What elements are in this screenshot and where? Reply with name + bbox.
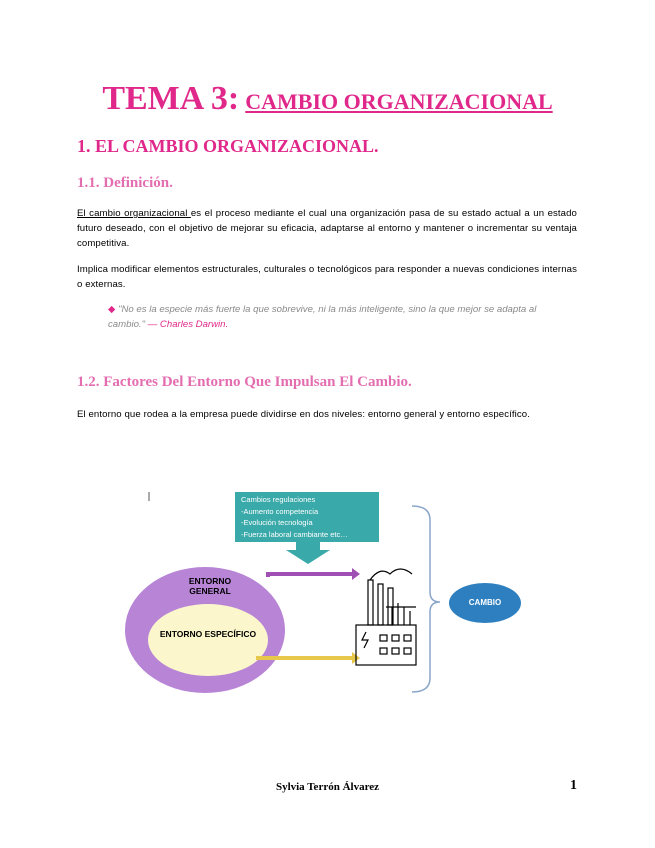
definition-text: es el proceso mediante el cual una organización pasa de su estado actual a un estado futuro deseado, con el objetivo de mejorar su eficacia, adaptarse al entorno y mantener o incrementar su ventaja competitiva. [77, 208, 577, 249]
footer-author: Sylvia Terrón Álvarez [275, 781, 380, 793]
environment-paragraph: El entorno que rodea a la empresa puede dividirse en dos niveles: entorno general y entorno específico. [77, 409, 530, 420]
section-1-2-heading: 1.2. Factores Del Entorno Que Impulsan El Cambio. [77, 374, 412, 390]
outer-label-line-2: GENERAL [189, 586, 231, 596]
factor-line: -Evolución tecnología [241, 518, 313, 527]
title-main: TEMA 3: [102, 80, 240, 117]
factor-line: -Aumento competencia [241, 506, 319, 516]
darwin-quote [108, 302, 568, 332]
implication-paragraph: Implica modificar elementos estructurales, culturales o tecnológicos para responder a nuevas condiciones internas o externas. [77, 264, 577, 290]
cambio-label: CAMBIO [468, 598, 502, 607]
definition-paragraph [77, 206, 577, 251]
title-sub: CAMBIO ORGANIZACIONAL [245, 89, 553, 114]
factor-line: -Fuerza laboral cambiante etc… [241, 529, 348, 539]
outer-label [170, 576, 250, 596]
inner-label: ENTORNO ESPECÍFICO [159, 629, 257, 639]
section-1-heading: 1. EL CAMBIO ORGANIZACIONAL. [77, 136, 379, 156]
factory-icon [356, 569, 416, 665]
factor-line: Cambios regulaciones [241, 495, 316, 504]
quote-author: — Charles Darwin. [147, 319, 229, 330]
purple-arrow-icon [266, 568, 360, 580]
document-title [0, 80, 655, 118]
factors-box [235, 492, 379, 542]
down-arrow-icon [286, 542, 330, 564]
diamond-bullet-icon: ◆ [108, 304, 116, 315]
quote-text: "No es la especie más fuerte la que sobrevive, ni la más inteligente, sino la que mejor se adapta al cambio." [108, 304, 537, 330]
outer-label-line-1: ENTORNO [188, 576, 232, 586]
page-number: 1 [570, 778, 577, 793]
section-1-1-heading: 1.1. Definición. [77, 175, 173, 191]
inner-ellipse [148, 604, 268, 676]
definition-term: El cambio organizacional [77, 208, 191, 219]
